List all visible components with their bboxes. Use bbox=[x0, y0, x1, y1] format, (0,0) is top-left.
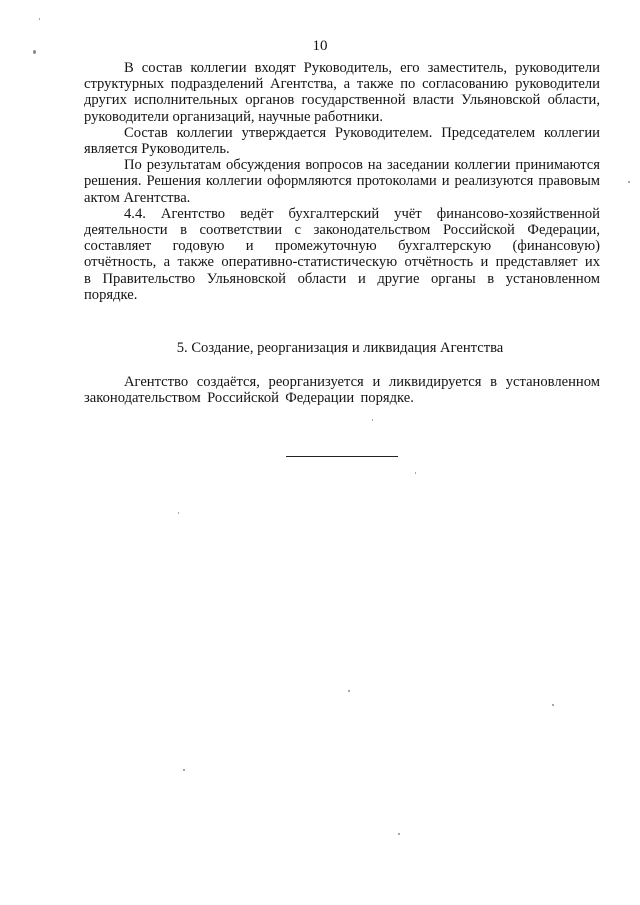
scan-speck bbox=[415, 472, 416, 474]
section-4-body bbox=[84, 60, 600, 303]
paragraph-collegium-composition: В состав коллегии входят Руководитель, его заместитель, руководители структурных подразделений Агентства, а также по согласованию руководители других исполнительных органов государственной власти Ульяновской области, руководители организаций, научные работники. bbox=[84, 60, 600, 125]
section-5-heading: 5. Создание, реорганизация и ликвидация Агентства bbox=[176, 340, 504, 356]
scan-speck bbox=[552, 704, 554, 706]
section-5-body bbox=[84, 374, 600, 406]
scan-speck bbox=[398, 833, 400, 835]
paragraph-collegium-decisions: По результатам обсуждения вопросов на заседании коллегии принимаются решения. Решения коллегии оформляются протоколами и реализуются правовым актом Агентства. bbox=[84, 157, 600, 206]
paragraph-accounting: 4.4. Агентство ведёт бухгалтерский учёт финансово-хозяйственной деятельности в соответствии с законодательством Российской Федерации, составляет годовую и промежуточную бухгалтерскую (финансовую) отчётность, а также оперативно-статистическую отчётность и представляет их в Правительство Ульяновской области и другие органы в установленном порядке. bbox=[84, 205, 600, 303]
scan-speck bbox=[39, 18, 40, 20]
paragraph-creation-liquidation: Агентство создаётся, реорганизуется и ликвидируется в установленном законодательством Российской Федерации порядке. bbox=[84, 374, 600, 407]
scan-speck bbox=[178, 512, 179, 514]
paragraph-collegium-approval: Состав коллегии утверждается Руководителем. Председателем коллегии является Руководитель. bbox=[84, 124, 600, 158]
scan-speck bbox=[348, 690, 350, 692]
scan-speck bbox=[183, 769, 185, 771]
end-of-text-rule bbox=[286, 456, 398, 457]
scan-speck bbox=[372, 419, 373, 421]
page-number: 10 bbox=[312, 38, 328, 54]
scan-speck bbox=[628, 181, 630, 183]
scan-speck bbox=[33, 50, 36, 54]
